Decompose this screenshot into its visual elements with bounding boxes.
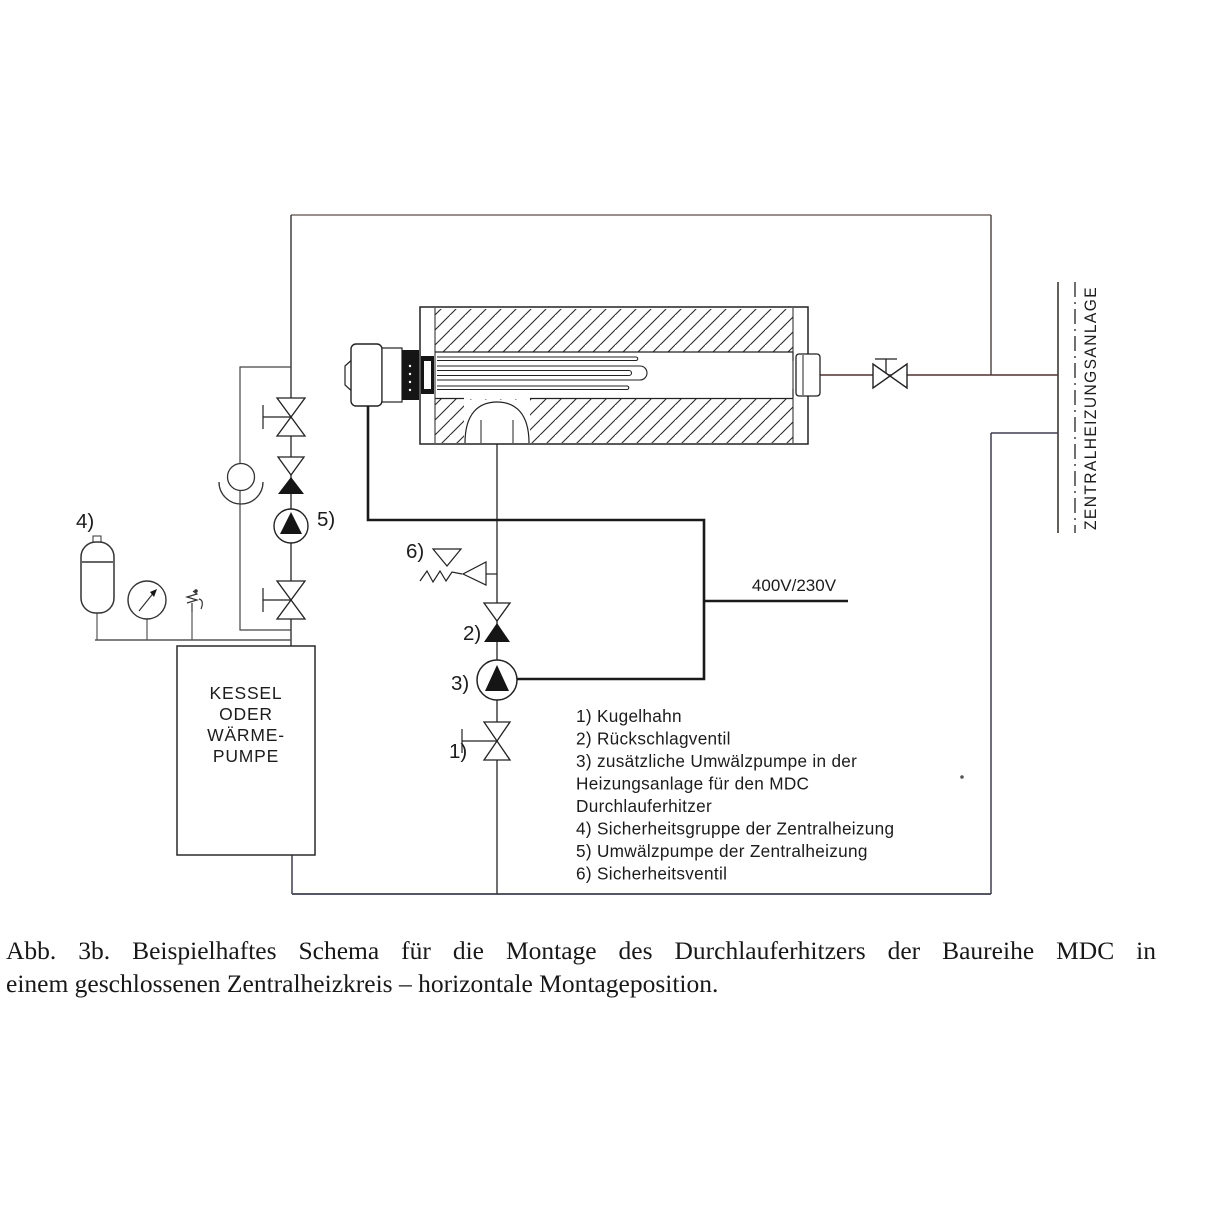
pressure-gauge — [128, 581, 166, 619]
flow-heater — [345, 307, 820, 444]
power-label: 400V/230V — [751, 576, 837, 595]
legend-line-4: Heizungsanlage für den MDC — [576, 773, 810, 794]
callout-3: 3) — [451, 672, 470, 695]
boiler-label-line2: ODER — [219, 704, 273, 724]
legend-line-5: Durchlauferhitzer — [576, 796, 712, 816]
legend-line-3: 3) zusätzliche Umwälzpumpe in der — [576, 751, 858, 771]
electrical-wiring — [368, 406, 848, 679]
legend-line-1: 1) Kugelhahn — [576, 706, 682, 726]
riser-ball-valve-upper — [263, 398, 305, 436]
callout-1: 1) — [449, 740, 468, 763]
boiler-label-line3: WÄRME- — [207, 725, 285, 745]
boiler-label-line1: KESSEL — [209, 683, 283, 703]
callout-2: 2) — [463, 622, 482, 645]
boiler-box — [177, 646, 315, 855]
circulation-pump-5 — [274, 509, 308, 543]
figure-caption — [6, 934, 1156, 1000]
boiler-label-line4: PUMPE — [212, 746, 280, 766]
callout-6: 6) — [406, 540, 425, 563]
callout-5: 5) — [317, 508, 336, 531]
air-vent — [219, 464, 263, 505]
riser-check-valve — [278, 457, 304, 494]
legend-line-6: 4) Sicherheitsgruppe der Zentralheizung — [576, 818, 895, 839]
expansion-vessel — [81, 536, 114, 613]
riser-ball-valve-lower — [263, 581, 305, 619]
legend — [576, 706, 894, 884]
safety-valve-6 — [420, 549, 497, 585]
head-gasket-slot — [424, 361, 431, 389]
heater-insulation-top — [422, 309, 806, 352]
ball-valve-1 — [462, 722, 510, 760]
heater-outlet-connector — [796, 354, 820, 396]
head-cap — [351, 344, 382, 406]
legend-line-7: 5) Umwälzpumpe der Zentralheizung — [576, 841, 868, 861]
head-cylinder — [382, 348, 402, 402]
relief-valve — [187, 590, 202, 612]
zentralheizungsanlage-label: ZENTRALHEIZUNGSANLAGE — [1082, 271, 1100, 530]
circulation-pump-3 — [477, 660, 517, 700]
outlet-ball-valve — [873, 359, 907, 388]
central-heating-boundary — [1058, 282, 1075, 533]
caption-line-2: einem geschlossenen Zentralheizkreis – horizontale Montageposition. — [6, 969, 719, 998]
legend-line-2: 2) Rückschlagventil — [576, 728, 731, 749]
callout-4: 4) — [76, 510, 95, 533]
caption-line-1: Abb. 3b. Beispielhaftes Schema für die Montage des Durchlauferhitzers der Baureihe MDC in — [6, 936, 1156, 965]
legend-line-8: 6) Sicherheitsventil — [576, 863, 728, 884]
scan-dot-artifact — [960, 775, 964, 779]
